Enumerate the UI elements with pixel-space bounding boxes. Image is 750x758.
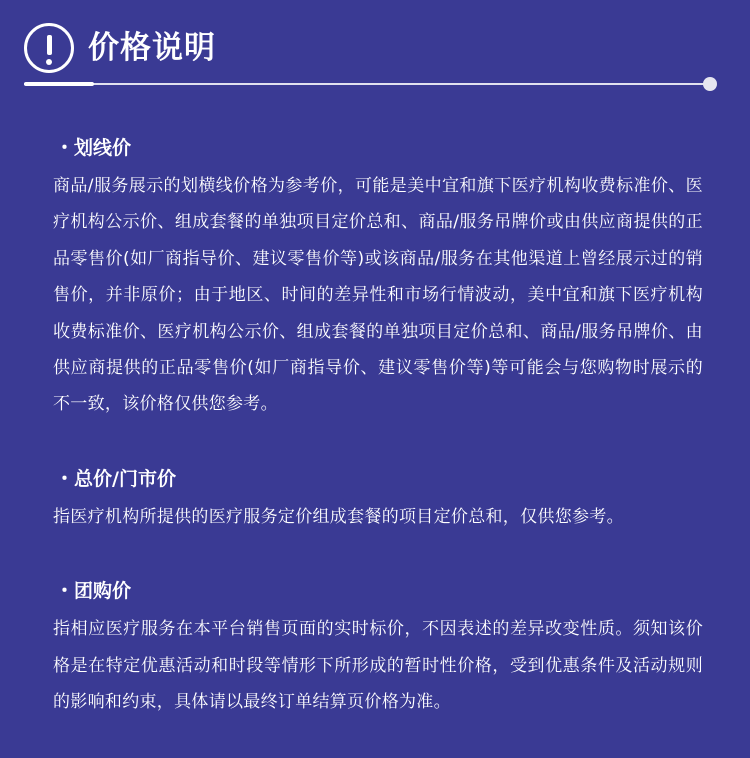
section-strikethrough-price xyxy=(53,128,703,423)
divider-end-dot xyxy=(703,77,717,91)
section-title: ・团购价 xyxy=(55,580,132,603)
section-body: 指医疗机构所提供的医疗服务定价组成套餐的项目定价总和，仅供您参考。 xyxy=(53,506,624,527)
section-total-price xyxy=(53,459,703,535)
section-group-price xyxy=(53,571,703,720)
section-body: 指相应医疗服务在本平台销售页面的实时标价，不因表述的差异改变性质。须知该价格是在特定优惠活动和时段等情形下所形成的暂时性价格，受到优惠条件及活动规则的影响和约束，具体请以最终订单结算页价格为准。 xyxy=(53,619,703,713)
divider-accent xyxy=(24,82,94,86)
page-title: 价格说明 xyxy=(88,30,216,66)
section-body: 商品/服务展示的划横线价格为参考价，可能是美中宜和旗下医疗机构收费标准价、医疗机构公示价、组成套餐的单独项目定价总和、商品/服务吊牌价或由供应商提供的正品零售价(如厂商指导价、建议零售价等)或该商品/服务在其他渠道上曾经展示过的销售价，并非原价；由于地区、时间的差异性和市场行情波动，美中宜和旗下医疗机构收费标准价、医疗机构公示价、组成套餐的单独项目定价总和、商品/服务吊牌价、由供应商提供的正品零售价(如厂商指导价、建议零售价等)等可能会与您购物时展示的不一致，该价格仅供您参考。 xyxy=(53,176,703,415)
section-title: ・总价/门市价 xyxy=(55,467,176,490)
header-divider xyxy=(24,83,712,85)
page-header xyxy=(24,20,216,76)
price-explanation-content xyxy=(53,128,703,756)
exclamation-circle-icon xyxy=(24,23,74,73)
section-title: ・划线价 xyxy=(55,137,132,159)
